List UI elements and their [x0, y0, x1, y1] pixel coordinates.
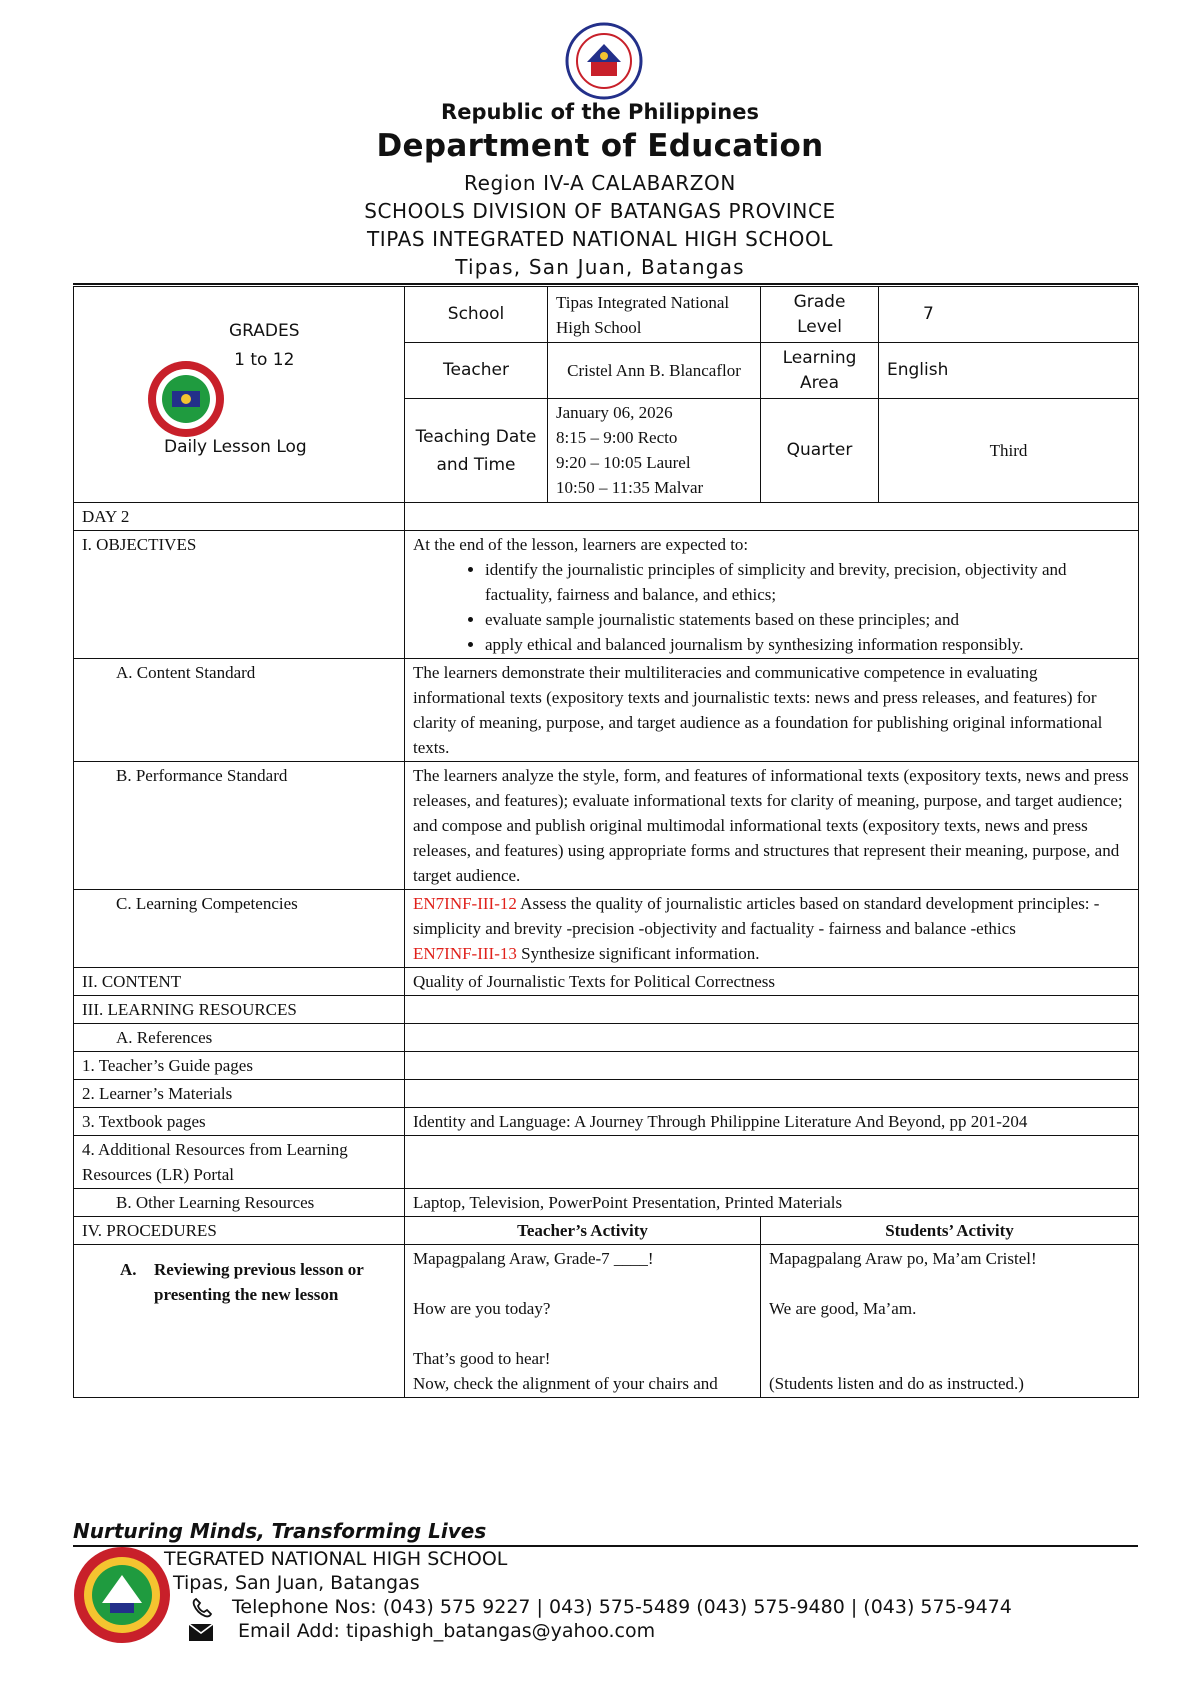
region-line: Region IV-A CALABARZON	[464, 171, 736, 195]
list-item: • evaluate sample journalistic statements based on these principles; and	[485, 607, 1130, 632]
division-line: SCHOOLS DIVISION OF BATANGAS PROVINCE	[364, 199, 836, 223]
footer-school-name: TEGRATED NATIONAL HIGH SCHOOL	[164, 1548, 508, 1570]
school-line: TIPAS INTEGRATED NATIONAL HIGH SCHOOL	[366, 227, 834, 251]
student-line: (Students listen and do as instructed.)	[769, 1374, 1024, 1393]
additional-resources-label: 4. Additional Resources from Learning Resources (LR) Portal	[74, 1136, 405, 1189]
review-lesson-label: Reviewing previous lesson or presenting the new lesson	[154, 1260, 364, 1304]
email-icon	[189, 1624, 213, 1641]
teacher-line: How are you today?	[413, 1299, 551, 1318]
content-value: Quality of Journalistic Texts for Political Correctness	[405, 968, 1139, 996]
learning-resources-value	[405, 996, 1139, 1024]
student-line: Mapagpalang Araw po, Ma’am Cristel!	[769, 1249, 1037, 1268]
footer-tagline: Nurturing Minds, Transforming Lives	[73, 1519, 487, 1543]
daily-lesson-log-label: Daily Lesson Log	[164, 437, 307, 457]
review-lesson-label-cell	[74, 1245, 405, 1398]
competency-code: EN7INF-III-12	[413, 894, 517, 913]
teachers-activity-cell	[405, 1245, 761, 1398]
date-time-value	[548, 399, 761, 503]
school-value: Tipas Integrated National High School	[548, 287, 761, 343]
dll-title-cell	[74, 287, 405, 503]
teacher-line: That’s good to hear!	[413, 1349, 551, 1368]
deped-seal-logo	[565, 22, 643, 100]
time-line-recto: 8:15 – 9:00 Recto	[556, 428, 678, 447]
learning-area-label: Learning Area	[761, 343, 879, 399]
learners-materials-value	[405, 1080, 1139, 1108]
content-label: II. CONTENT	[74, 968, 405, 996]
content-standard-value: The learners demonstrate their multiliteracies and communicative competence in evaluating informational texts (expository texts and journalistic texts: news and press releases, and features) for clarity of meaning, purpose, and target audience as a foundation for publishing original informational texts.	[405, 659, 1139, 762]
teacher-value: Cristel Ann B. Blancaflor	[548, 343, 761, 399]
textbook-pages-value: Identity and Language: A Journey Through Philippine Literature And Beyond, pp 201-204	[405, 1108, 1139, 1136]
objectives-label: I. OBJECTIVES	[74, 531, 405, 659]
review-letter: A.	[120, 1260, 137, 1279]
republic-line: Republic of the Philippines	[441, 100, 759, 124]
students-activity-header: Students’ Activity	[761, 1217, 1139, 1245]
grades-range: 1 to 12	[234, 350, 295, 370]
address-line: Tipas, San Juan, Batangas	[455, 255, 745, 279]
phone-icon	[191, 1597, 213, 1619]
competency-text: Synthesize significant information.	[516, 944, 760, 963]
additional-resources-value	[405, 1136, 1139, 1189]
teacher-label: Teacher	[405, 343, 548, 399]
date-line: January 06, 2026	[556, 403, 673, 422]
learners-materials-label: 2. Learner’s Materials	[74, 1080, 405, 1108]
references-label: A. References	[74, 1024, 405, 1052]
day-value	[405, 503, 1139, 531]
other-resources-value: Laptop, Television, PowerPoint Presentation, Printed Materials	[405, 1189, 1139, 1217]
department-title: Department of Education	[376, 128, 824, 164]
footer-address: Tipas, San Juan, Batangas	[173, 1572, 420, 1594]
competency-text: Assess the quality of journalistic articles based on standard development principles: -simplicity and brevity -precision -objectivity and factuality - fairness and balance -ethics	[413, 894, 1100, 938]
day-label: DAY 2	[74, 503, 405, 531]
learning-competencies-label: C. Learning Competencies	[74, 890, 405, 968]
footer-email: Email Add: tipashigh_batangas@yahoo.com	[238, 1620, 656, 1642]
performance-standard-label: B. Performance Standard	[74, 762, 405, 890]
grade-level-label: Grade Level	[761, 287, 879, 343]
other-resources-label: B. Other Learning Resources	[74, 1189, 405, 1217]
grade-level-value: 7	[879, 287, 1139, 343]
header-divider	[73, 283, 1138, 285]
objectives-intro: At the end of the lesson, learners are expected to:	[413, 535, 749, 554]
list-item: • apply ethical and balanced journalism by synthesizing information responsibly.	[485, 632, 1130, 657]
grades-label: GRADES	[229, 321, 300, 341]
learning-area-value: English	[879, 343, 1139, 399]
objectives-cell	[405, 531, 1139, 659]
teachers-guide-value	[405, 1052, 1139, 1080]
references-value	[405, 1024, 1139, 1052]
procedures-label: IV. PROCEDURES	[74, 1217, 405, 1245]
quarter-value: Third	[879, 399, 1139, 503]
tinhs-seal-logo	[72, 1545, 172, 1645]
students-activity-cell	[761, 1245, 1139, 1398]
quarter-label: Quarter	[761, 399, 879, 503]
school-label: School	[405, 287, 548, 343]
time-line-laurel: 9:20 – 10:05 Laurel	[556, 453, 691, 472]
student-line: We are good, Ma’am.	[769, 1299, 917, 1318]
teachers-guide-label: 1. Teacher’s Guide pages	[74, 1052, 405, 1080]
learning-competencies-value	[405, 890, 1139, 968]
footer-divider	[73, 1545, 1138, 1547]
objectives-list	[413, 557, 1130, 657]
deped-school-seal-logo	[146, 359, 226, 439]
footer-phone: Telephone Nos: (043) 575 9227 | 043) 575-5489 (043) 575-9480 | (043) 575-9474	[232, 1596, 1012, 1618]
list-item: • identify the journalistic principles of simplicity and brevity, precision, objectivity and factuality, fairness and balance, and ethics;	[485, 557, 1130, 607]
teacher-line: Now, check the alignment of your chairs and	[413, 1374, 718, 1393]
content-standard-label: A. Content Standard	[74, 659, 405, 762]
competency-code: EN7INF-III-13	[413, 944, 517, 963]
date-time-label: Teaching Date and Time	[405, 399, 548, 503]
textbook-pages-label: 3. Textbook pages	[74, 1108, 405, 1136]
learning-resources-label: III. LEARNING RESOURCES	[74, 996, 405, 1024]
teachers-activity-header: Teacher’s Activity	[405, 1217, 761, 1245]
daily-lesson-log-table	[73, 286, 1139, 1398]
teacher-line: Mapagpalang Araw, Grade-7 ____!	[413, 1249, 654, 1268]
time-line-malvar: 10:50 – 11:35 Malvar	[556, 478, 704, 497]
performance-standard-value: The learners analyze the style, form, and features of informational texts (expository texts, news and press releases, and features); evaluate informational texts for clarity of meaning, purpose, and target audience; and compose and publish original multimodal informational texts (expository texts, news and press releases, and features) using appropriate forms and structures that represent their meaning, purpose, and target audience.	[405, 762, 1139, 890]
